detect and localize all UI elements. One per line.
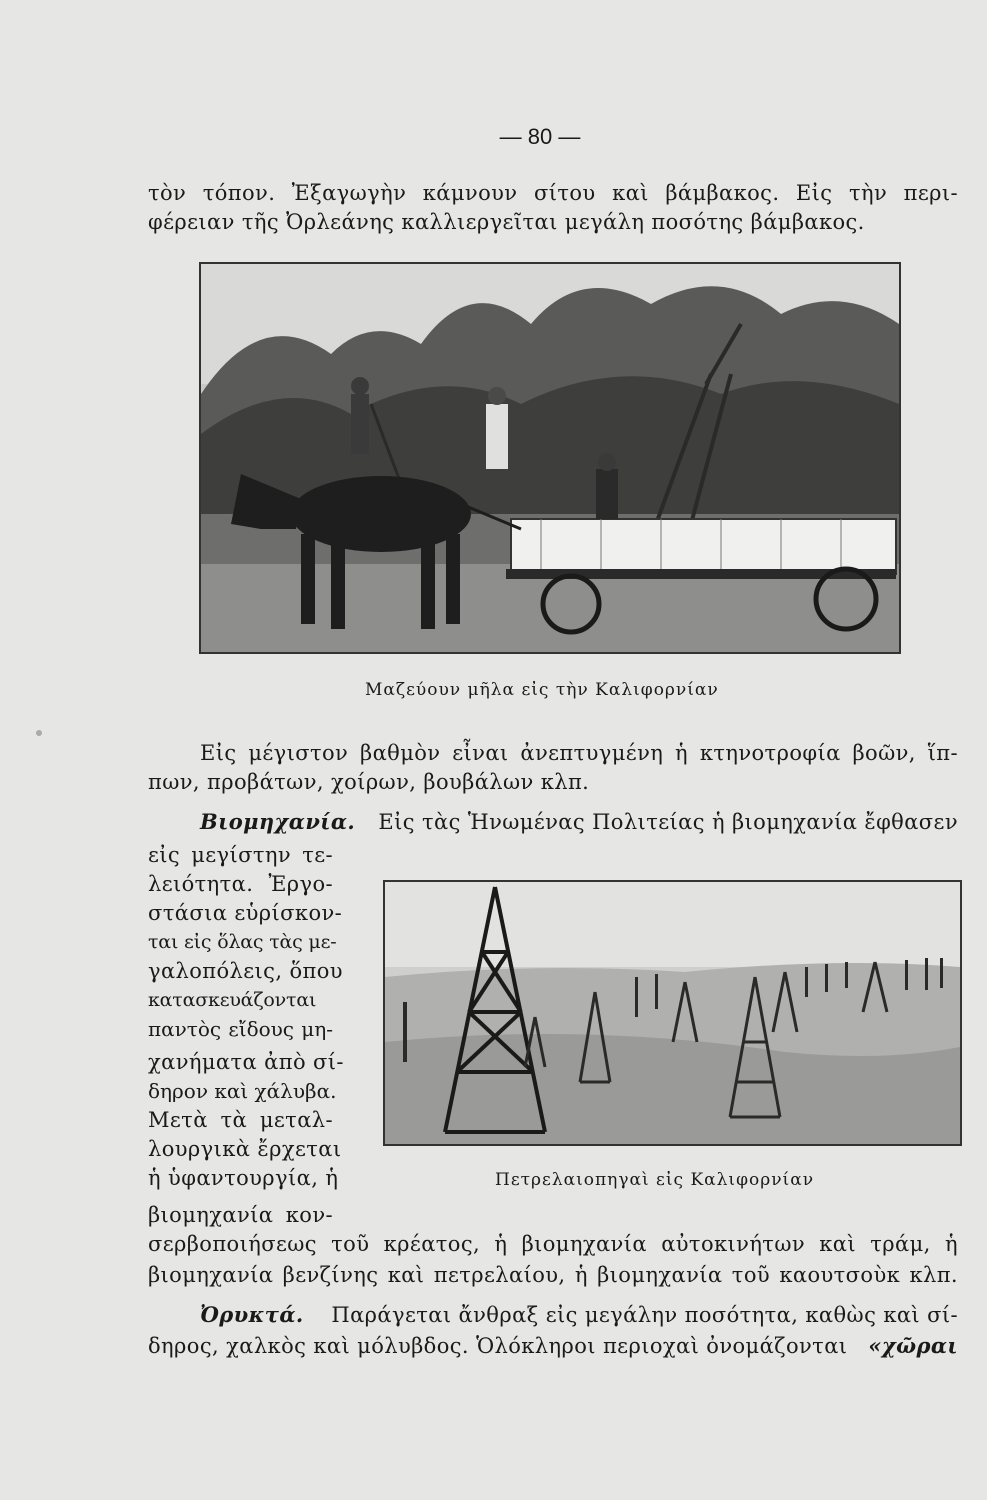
column-line: ἡ ὑφαντουργία, ἡ — [148, 1166, 339, 1190]
column-line: δηρον καὶ χάλυβα. — [148, 1079, 337, 1103]
column-line: λειότητα. Ἐργο- — [148, 872, 333, 896]
column-line: λουργικὰ ἔρχεται — [148, 1137, 342, 1161]
apple-harvest-illustration — [199, 262, 901, 654]
minerals-heading: Ὀρυκτά. — [200, 1302, 304, 1327]
figure2-caption: Πετρελαιοπηγαὶ εἰς Καλιφορνίαν — [495, 1170, 815, 1190]
intro-line-1: τὸν τόπον. Ἐξαγωγὴν κάμνουν σίτου καὶ βάμβακος. Εἰς τὴν περι- — [148, 181, 958, 205]
minerals-second-line — [148, 1333, 958, 1359]
column-line: εἰς μεγίστην τε- — [148, 843, 333, 867]
intro-line-2: φέρειαν τῆς Ὀρλεάνης καλλιεργεῖται μεγάλη ποσότης βάμβακος. — [148, 210, 865, 234]
column-line: βιομηχανία κον- — [148, 1203, 333, 1227]
minerals-second-line-start: δηρος, χαλκὸς καὶ μόλυβδος. Ὁλόκληροι περιοχαὶ ὀνομάζονται — [148, 1334, 848, 1358]
column-line: ται εἰς ὅλας τὰς με- — [148, 931, 337, 953]
column-line: γαλοπόλεις, ὅπου — [148, 959, 343, 983]
industry-heading: Βιομηχανία. — [200, 809, 356, 834]
column-line: παντὸς εἴδους μη- — [148, 1017, 333, 1041]
industry-line-full-2: βιομηχανία βενζίνης καὶ πετρελαίου, ἡ βιομηχανία τοῦ καουτσοὺκ κλπ. — [148, 1263, 958, 1287]
page-blemish — [36, 730, 42, 736]
industry-first-line-rest: Εἰς τὰς Ἡνωμένας Πολιτείας ἡ βιομηχανία ἔφθασεν — [378, 810, 958, 834]
minerals-first-line-rest: Παράγεται ἄνθραξ εἰς μεγάλην ποσότητα, καθὼς καὶ σί- — [331, 1303, 958, 1327]
minerals-first-line — [200, 1302, 958, 1328]
column-line: στάσια εὑρίσκον- — [148, 901, 343, 925]
industry-line-full-1: σερβοποιήσεως τοῦ κρέατος, ἡ βιομηχανία αὐτοκινήτων καὶ τράμ, ἡ — [148, 1232, 958, 1256]
livestock-line-2: πων, προβάτων, χοίρων, βουβάλων κλπ. — [148, 770, 590, 794]
page-number: — 80 — — [499, 124, 581, 149]
oil-wells-illustration — [383, 880, 962, 1146]
figure1-caption: Μαζεύουν μῆλα εἰς τὴν Καλιφορνίαν — [365, 680, 719, 700]
column-line: κατασκευάζονται — [148, 989, 317, 1011]
column-line: χανήματα ἀπὸ σί- — [148, 1050, 344, 1074]
livestock-line-1: Εἰς μέγιστον βαθμὸν εἶναι ἀνεπτυγμένη ἡ κτηνοτροφία βοῶν, ἵπ- — [200, 741, 958, 765]
column-line: Μετὰ τὰ μεταλ- — [148, 1108, 333, 1132]
minerals-second-line-end: «χῶραι — [868, 1333, 958, 1358]
industry-first-line — [200, 809, 958, 835]
